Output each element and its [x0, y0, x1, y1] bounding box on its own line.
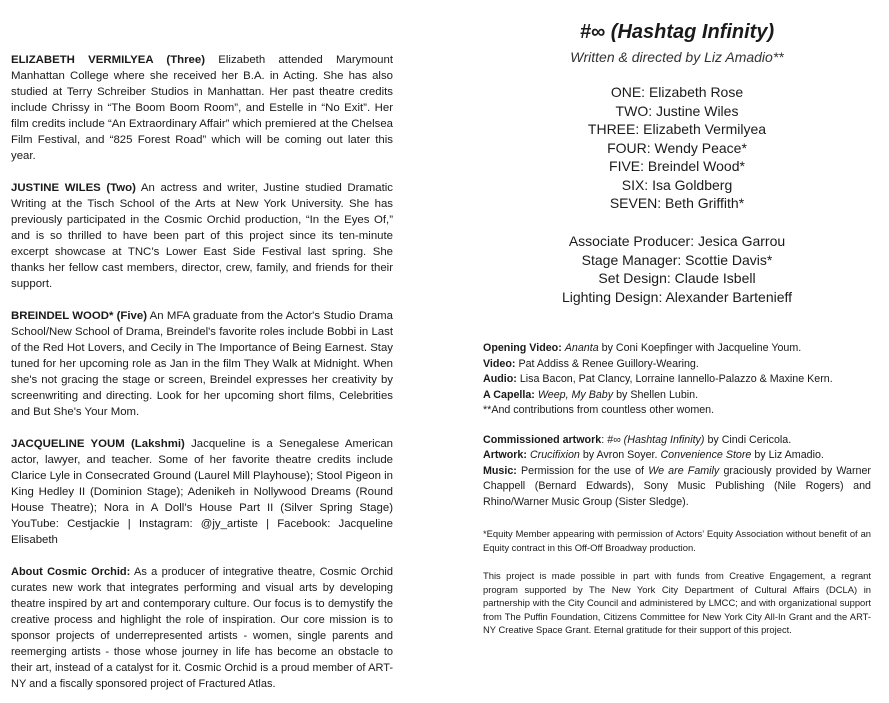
credit-music: [483, 464, 871, 511]
credit-text: by Liz Amadio.: [754, 449, 824, 461]
bio-name: ELIZABETH VERMILYEA (Three): [11, 54, 206, 66]
credit-label: Opening Video:: [483, 342, 562, 354]
credit-title: We are Family: [648, 464, 720, 477]
cast-bios-column: [11, 52, 393, 703]
spacer: [483, 419, 871, 433]
cast-item: ONE: Elizabeth Rose: [610, 84, 744, 100]
credit-label: Music:: [483, 464, 517, 477]
bio-name: JUSTINE WILES (Two): [11, 182, 136, 194]
credit-text: Pat Addiss & Renee Guillory-Wearing.: [518, 357, 699, 370]
credit-commissioned-artwork: Commissioned artwork: #∞ (Hashtag Infinity) by Cindi Cericola.: [483, 433, 792, 446]
credit-video: [483, 357, 871, 373]
credit-title: Crucifixion: [529, 449, 580, 461]
crew-item: Stage Manager: Scottie Davis*: [581, 251, 773, 268]
credit-label: A Capella:: [483, 388, 535, 401]
credit-label: Artwork:: [483, 449, 527, 461]
cast-list: [483, 83, 871, 213]
credit-text: by Coni Koepfinger with Jacqueline Youm.: [601, 342, 802, 354]
credit-text: by Cindi Cericola.: [707, 433, 792, 446]
credit-title: Convenience Store: [660, 449, 752, 461]
bio-justine-wiles: [11, 180, 393, 292]
bio-text: An MFA graduate from the Actor's Studio Drama School/New School of Drama, Breindel's favorite roles include Bobbi in Last of the Red Hot Lovers, and Cecily in The Importance of Being Earnest. Stay tuned for her upcoming role as Jan in the film They Walk at Midnight. When she's not gracing the stage or screen, Breindel expresses her creativity by screenwriting and directing. Look for her upcoming short films, Celebrities and But She's Your Mom.: [11, 310, 393, 418]
media-credits: [483, 341, 871, 510]
credit-text: Permission for the use of: [521, 464, 645, 477]
credit-label: Audio:: [483, 373, 517, 385]
credit-text: Lisa Bacon, Pat Clancy, Lorraine Iannello-Palazzo & Maxine Kern.: [519, 373, 833, 385]
bio-name: BREINDEL WOOD* (Five): [11, 310, 148, 322]
cast-item: FOUR: Wendy Peace*: [607, 139, 747, 156]
crew-item: Lighting Design: Alexander Bartenieff: [561, 288, 793, 305]
crew-item: Set Design: Claude Isbell: [598, 270, 756, 286]
credit-title: #∞ (Hashtag Infinity): [607, 433, 705, 446]
about-cosmic-orchid: [11, 564, 393, 692]
show-title: #∞ (Hashtag Infinity): [579, 21, 775, 43]
cast-item: SEVEN: Beth Griffith*: [609, 195, 745, 211]
bio-text: An actress and writer, Justine studied Dramatic Writing at the Tisch School of the Arts at New York University. She has previously participated in the Cosmic Orchid production, “In the Eyes Of,” and is so thrilled to have been part of this project since its ten-minute excerpt showcase at TNC’s Lower East Side Festival last spring. She thanks her fellow cast members, director, crew, family, and friends for their support.: [11, 182, 393, 290]
cast-item: SIX: Isa Goldberg: [621, 176, 733, 193]
credit-text: graciously provided by Warner Chappell (Bernard Edwards), Sony Music Publishing (Nile Rogers) and Rhino/Warner Music Group (Sister Sledge).: [483, 464, 871, 508]
equity-notice: *Equity Member appearing with permission of Actors’ Equity Association without benefit of an Equity contract in this Off-Off Broadway production.: [483, 528, 871, 553]
bio-name: JACQUELINE YOUM (Lakshmi): [11, 438, 185, 450]
bio-text: Elizabeth attended Marymount Manhattan College where she received her B.A. in Acting. She has also studied at Terry Schreiber Studios in Manhattan. Her past theatre credits include Chrissy in “The Boom Boom Room”, and Estelle in “No Exit”. Her film credits include “An Extraordinary Affair” which premiered at the Chelsea Film Festival, and “825 Forest Road” which will be coming out later this year.: [11, 54, 393, 162]
crew-list: [483, 232, 871, 306]
credit-title: Weep, My Baby: [537, 388, 614, 401]
credit-title: Ananta: [564, 342, 599, 354]
bio-jacqueline-youm: [11, 436, 393, 548]
crew-item: Associate Producer: Jesica Garrou: [568, 233, 786, 249]
credit-opening-video: [483, 341, 871, 357]
show-subtitle: Written & directed by Liz Amadio**: [570, 49, 784, 65]
cast-item: TWO: Justine Wiles: [615, 102, 739, 119]
cast-item: FIVE: Breindel Wood*: [609, 158, 745, 174]
credit-contributions: **And contributions from countless other women.: [483, 404, 715, 416]
credit-audio: [483, 372, 871, 388]
bio-breindel-wood: [11, 308, 393, 420]
cast-item: THREE: Elizabeth Vermilyea: [587, 121, 767, 137]
about-label: About Cosmic Orchid:: [11, 566, 131, 578]
bio-text: Jacqueline is a Senegalese American actor, lawyer, and teacher. Some of her favorite theatre credits include Clarice Lyle in Consecrated Ground (Laurel Mill Playhouse); Stool Pigeon in King Hedley II (Dominion Stage); Adenikeh in Nollywood Dreams (Round House Theatre); Nora in A Doll’s House Part II (Silver Spring Stage) YouTube: Cestjackie | Instagram: @jy_artiste | Facebook: Jacqueline Elisabeth: [11, 438, 393, 546]
bio-elizabeth-vermilyea: [11, 52, 393, 164]
credit-artwork: [483, 448, 871, 464]
credit-label: Video:: [483, 357, 516, 370]
credit-text: by Shellen Lubin.: [616, 388, 699, 401]
credit-text: by Avron Soyer.: [582, 449, 658, 461]
funding-notice: This project is made possible in part with funds from Creative Engagement, a regrant program supported by The New York City Department of Cultural Affairs (DCLA) in partnership with the City Council and administered by LMCC; and with organizational support from The Puffin Foundation, Citizens Committee for New York City All-In Grant and the ART-NY Creative Space Grant. Eternal gratitude for their support of this project.: [483, 570, 871, 636]
about-text: As a producer of integrative theatre, Cosmic Orchid curates new work that integrates performing and visual arts by developing theatre inspired by art and contemporary culture. Our focus is to demystify the creative process and highlight the role of inspiration. Our core mission is to sponsor projects of underrepresented artists - women, single parents and reemerging artists - those whose journey in life has become an obstacle to their art, instead of a catalyst for it. Cosmic Orchid is a proud member of ART-NY and a fiscally sponsored project of Fractured Atlas.: [11, 566, 393, 690]
credit-a-capella: [483, 388, 871, 404]
credit-label: Commissioned artwork: [483, 433, 602, 446]
